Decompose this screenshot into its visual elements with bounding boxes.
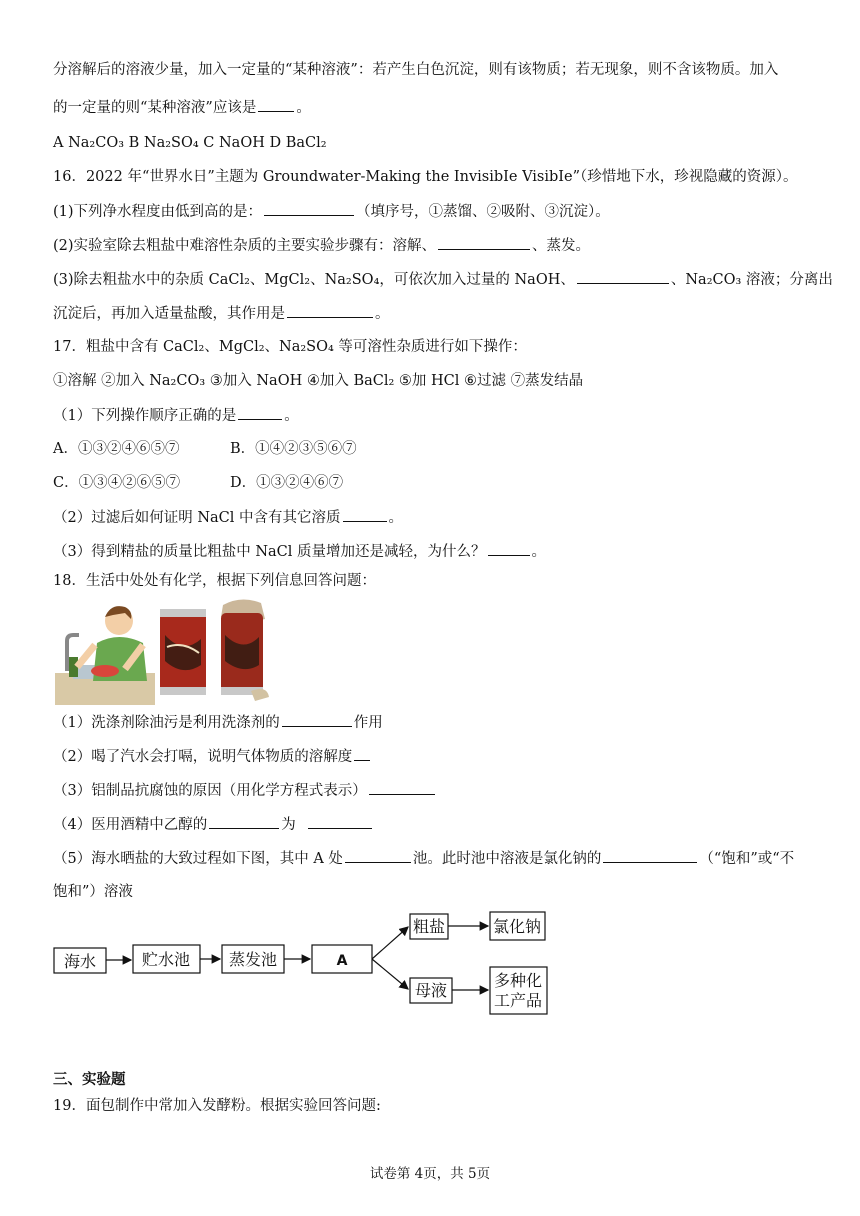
answer-blank[interactable] [209, 814, 279, 829]
text-line [53, 780, 437, 801]
answer-blank[interactable] [258, 97, 294, 112]
option-line: A Na₂CO₃ B Na₂SO₄ C NaOH D BaCl₂ [53, 135, 327, 151]
arm [77, 645, 95, 667]
text: （5）海水晒盐的大致过程如下图，其中 A 处 [53, 851, 343, 867]
answer-blank[interactable] [308, 814, 372, 829]
label-mother-liquor: 母液 [414, 981, 448, 1000]
answer-blank[interactable] [603, 848, 697, 863]
text: 。 [388, 510, 404, 526]
answer-blank[interactable] [345, 848, 411, 863]
text-line: 分溶解后的溶液少量，加入一定量的“某种溶液”：若产生白色沉淀，则有该物质；若无现象，则不含该物质。加入 [53, 62, 779, 78]
text-line [53, 201, 610, 222]
answer-blank[interactable] [488, 541, 530, 556]
dish [91, 665, 119, 677]
text: （填序号，①蒸馏、②吸附、③沉淀）。 [356, 204, 610, 220]
text: 池。此时池中溶液是氯化钠的 [412, 851, 602, 867]
label-evaporation-pond: 蒸发池 [228, 950, 278, 969]
label-crude-salt: 粗盐 [412, 917, 446, 936]
answer-blank[interactable] [369, 780, 435, 795]
label-seawater: 海水 [63, 952, 97, 971]
sea-salt-process-diagram [50, 905, 610, 1035]
question-17: 17．粗盐中含有 CaCl₂、MgCl₂、Na₂SO₄ 等可溶性杂质进行如下操作： [53, 339, 527, 355]
text: 为 [281, 817, 296, 833]
text-line [53, 507, 403, 528]
text-line [53, 541, 546, 562]
question-18: 18．生活中处处有化学，根据下列信息回答问题： [53, 573, 376, 589]
answer-blank[interactable] [238, 405, 282, 420]
text: （2）过滤后如何证明 NaCl 中含有其它溶质 [53, 510, 341, 526]
option-d: D．①③②④⑥⑦ [230, 475, 344, 491]
text: 沉淀后，再加入适量盐酸，其作用是 [53, 306, 285, 322]
answer-blank[interactable] [577, 269, 669, 284]
text: （1）洗涤剂除油污是利用洗涤剂的 [53, 715, 280, 731]
text-line [53, 814, 374, 835]
text-line: ①溶解 ②加入 Na₂CO₃ ③加入 NaOH ④加入 BaCl₂ ⑤加 HCl ⑥过滤 ⑦蒸发结晶 [53, 373, 584, 389]
text: （3）铝制品抗腐蚀的原因（用化学方程式表示） [53, 783, 367, 799]
question-16: 16．2022 年“世界水日”主题为 Groundwater-Making the InvisibIe VisibIe”（珍惜地下水，珍视隐藏的资源）。 [53, 169, 798, 185]
text: 的一定量的则“某种溶液”应该是 [53, 100, 257, 116]
text-line [53, 235, 590, 256]
soda-can-closed [160, 609, 206, 695]
text: （3）得到精盐的质量比粗盐中 NaCl 质量增加还是减轻，为什么？ [53, 544, 486, 560]
option-a: A．①③②④⑥⑤⑦ [53, 441, 180, 457]
label-chemical-products-line2: 工产品 [493, 991, 543, 1010]
text: (3)除去粗盐水中的杂质 CaCl₂、MgCl₂、Na₂SO₄，可依次加入过量的 NaOH、 [53, 272, 575, 288]
label-sodium-chloride: 氯化钠 [492, 917, 542, 936]
text: (2)实验室除去粗盐中难溶性杂质的主要实验步骤有：溶解、 [53, 238, 437, 254]
text: (1)下列净水程度由低到高的是： [53, 204, 263, 220]
arrow [372, 927, 408, 959]
text: （“饱和”或“不 [699, 851, 795, 867]
text: 。 [284, 408, 299, 424]
text-line [53, 848, 794, 869]
text-line [53, 303, 390, 324]
text: 、Na₂CO₃ 溶液；分离出 [670, 272, 833, 288]
text: 。 [375, 306, 390, 322]
label-reservoir: 贮水池 [141, 950, 191, 969]
answer-blank[interactable] [354, 746, 370, 761]
answer-blank[interactable] [282, 712, 352, 727]
text-line [53, 746, 372, 767]
text: 、蒸发。 [532, 238, 591, 254]
answer-blank[interactable] [264, 201, 354, 216]
text-line: 饱和”）溶液 [53, 884, 133, 900]
section-heading: 三、实验题 [53, 1071, 126, 1088]
arrow [372, 959, 408, 989]
label-a: A [336, 953, 348, 969]
text: （1）下列操作顺序正确的是 [53, 408, 237, 424]
text: （4）医用酒精中乙醇的 [53, 817, 208, 833]
text: （2）喝了汽水会打嗝，说明气体物质的溶解度 [53, 749, 353, 765]
text: 作用 [353, 715, 383, 731]
text-line [53, 269, 833, 290]
soda-can-open [221, 599, 269, 701]
option-c: C．①③④②⑥⑤⑦ [53, 475, 181, 491]
detergent-bottle [69, 657, 78, 677]
question-19: 19．面包制作中常加入发酵粉。根据实验回答问题: [53, 1098, 381, 1114]
text-line [53, 405, 299, 426]
label-chemical-products-line1: 多种化 [493, 971, 543, 990]
dishwashing-and-soda-cans-illustration [55, 595, 271, 705]
answer-blank[interactable] [343, 507, 387, 522]
text-line [53, 97, 311, 118]
text: 。 [296, 100, 311, 116]
option-b: B．①④②③⑤⑥⑦ [230, 441, 357, 457]
text-line [53, 712, 383, 733]
page-footer: 试卷第 4页，共 5页 [369, 1166, 491, 1182]
answer-blank[interactable] [287, 303, 373, 318]
text: 。 [531, 544, 547, 560]
answer-blank[interactable] [438, 235, 530, 250]
